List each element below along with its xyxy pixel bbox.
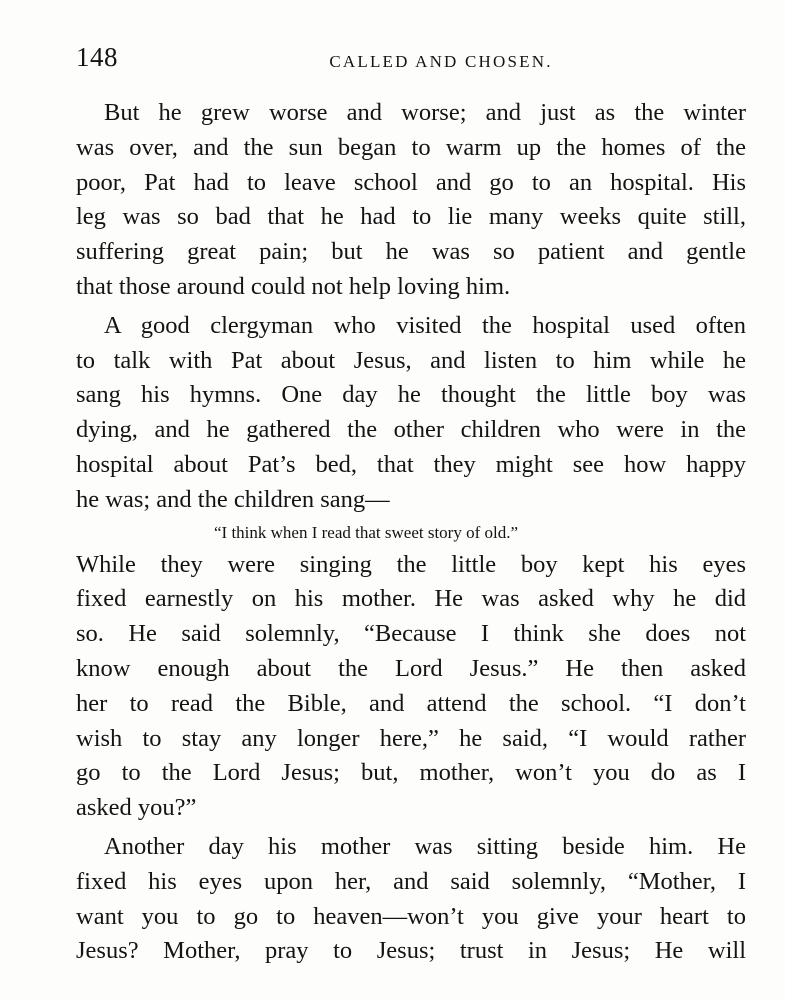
text-line: wish to stay any longer here,” he said, “I would rather (76, 724, 746, 752)
text-line: sang his hymns. One day he thought the little boy was (76, 381, 746, 409)
text-line: he was; and the children sang— (76, 485, 390, 513)
text-line: Jesus? Mother, pray to Jesus; trust in Jesus; He will (76, 937, 746, 965)
text-line: was over, and the sun began to warm up the homes of the (76, 133, 746, 161)
text-line: Another day his mother was sitting beside him. He (104, 832, 746, 860)
text-line: dying, and he gathered the other children who were in the (76, 416, 746, 444)
text-line: leg was so bad that he had to lie many weeks quite still, (76, 203, 746, 231)
text-line: to talk with Pat about Jesus, and listen to him while he (76, 346, 746, 374)
text-line: suffering great pain; but he was so patient and gentle (76, 238, 746, 266)
text-line: fixed earnestly on his mother. He was asked why he did (76, 585, 746, 613)
text-line: her to read the Bible, and attend the school. “I don’t (76, 689, 746, 717)
page-number: 148 (76, 42, 118, 72)
text-line: that those around could not help loving him. (76, 272, 511, 300)
text-line: so. He said solemnly, “Because I think she does not (76, 620, 746, 648)
text-line: want you to go to heaven—won’t you give your heart to (76, 902, 746, 930)
text-line: asked you?” (76, 794, 197, 822)
text-line: fixed his eyes upon her, and said solemnly, “Mother, I (76, 867, 746, 895)
paragraph (76, 309, 746, 518)
page-body (76, 96, 746, 969)
text-line: While they were singing the little boy kept his eyes (76, 550, 746, 578)
text-line: hospital about Pat’s bed, that they might see how happy (76, 450, 746, 478)
paragraph (76, 830, 746, 969)
text-line: poor, Pat had to leave school and go to an hospital. His (76, 168, 746, 196)
running-title: CALLED AND CHOSEN. (329, 52, 553, 71)
hymn-quote: “I think when I read that sweet story of old.” (214, 522, 519, 542)
page-header (76, 42, 746, 76)
text-line: go to the Lord Jesus; but, mother, won’t you do as I (76, 759, 746, 787)
text-line: A good clergyman who visited the hospital used often (104, 311, 746, 339)
text-line: But he grew worse and worse; and just as the winter (104, 99, 746, 126)
paragraph (76, 96, 746, 305)
paragraph (76, 548, 746, 826)
text-line: know enough about the Lord Jesus.” He then asked (76, 654, 746, 682)
